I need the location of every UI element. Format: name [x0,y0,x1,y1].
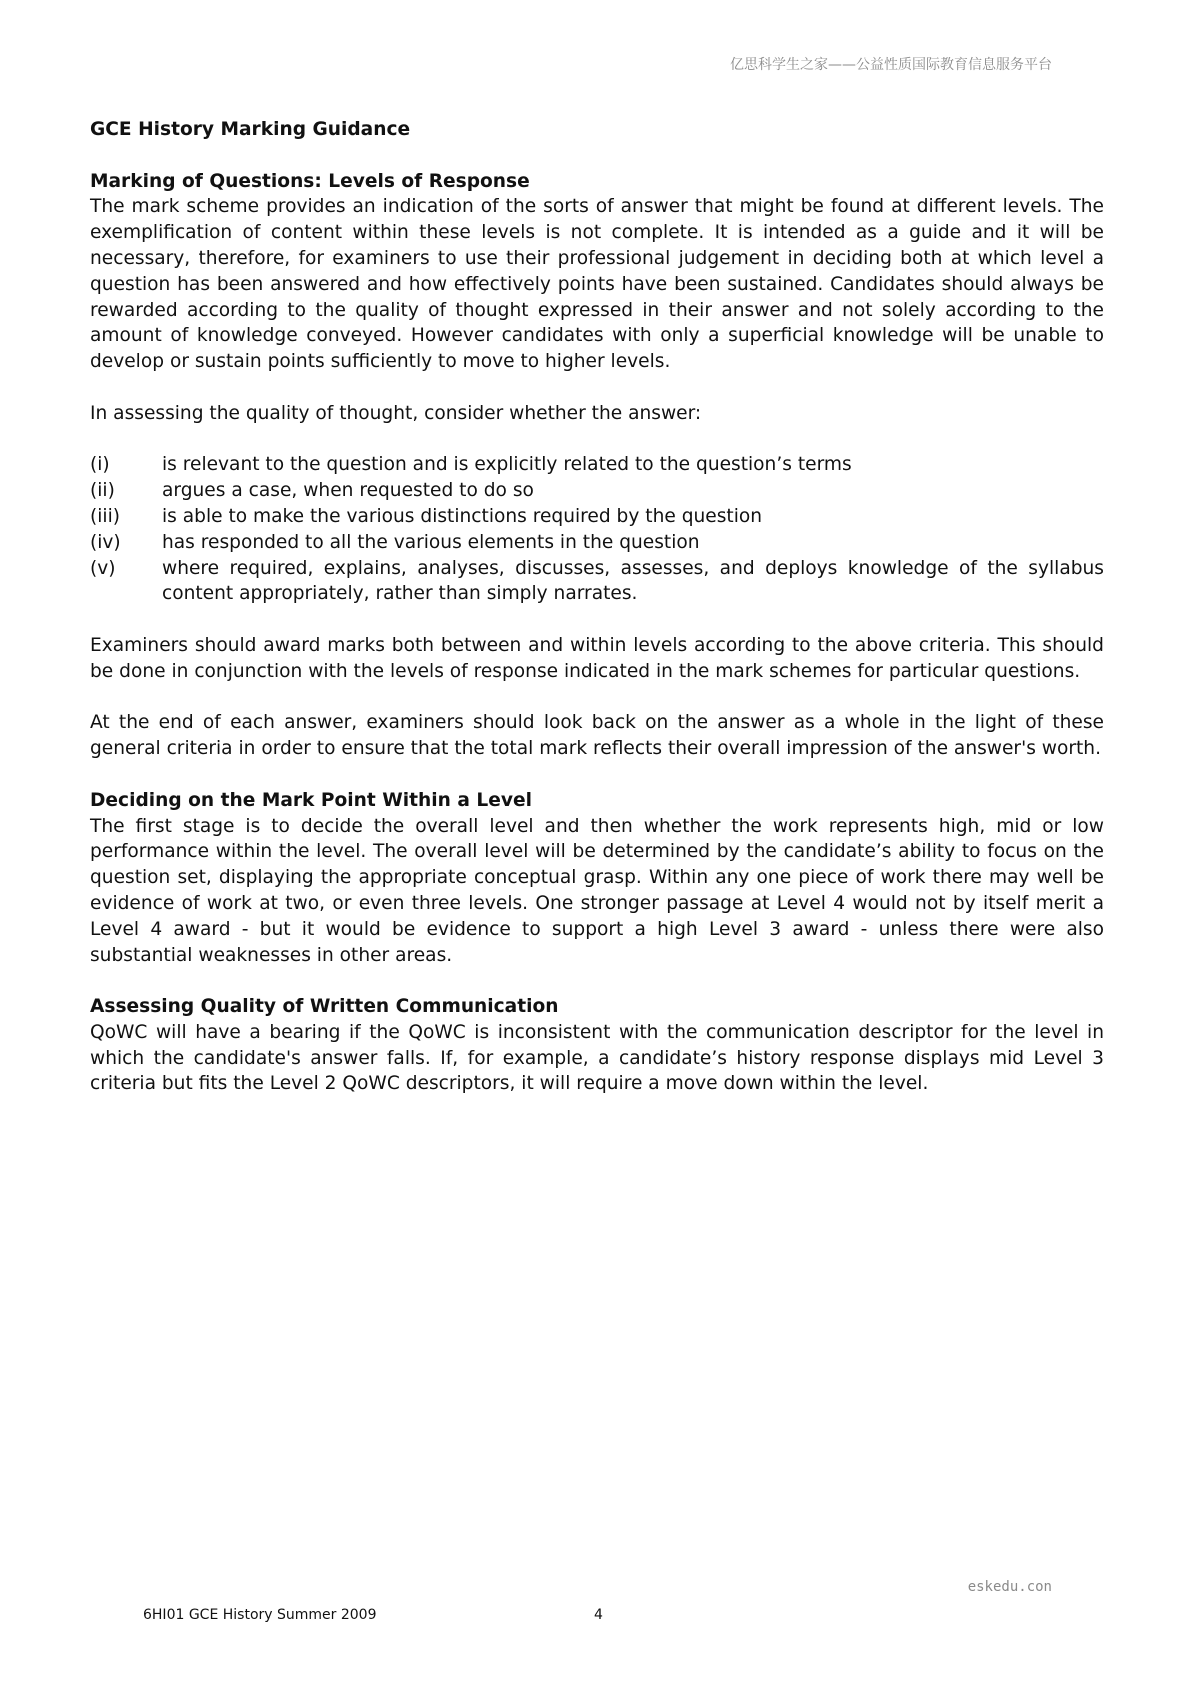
award-marks-paragraph: Examiners should award marks both between and within levels according to the above criteria. This should be done in conjunction with the levels of response indicated in the mark schemes for particular questions. [90,634,1104,682]
criteria-item [90,530,1104,556]
qowc-paragraph: QoWC will have a bearing if the QoWC is inconsistent with the communication descriptor for the level in which the candidate's answer falls. If, for example, a candidate’s history response displays mid Level 3 criteria but fits the Level 2 QoWC descriptors, it will require a move down within the level. [90,1021,1104,1095]
criteria-text: is relevant to the question and is explicitly related to the question’s terms [162,454,852,476]
criteria-number: (iii) [90,505,121,527]
criteria-text: where required, explains, analyses, discusses, assesses, and deploys knowledge of the syllabus content appropriately, rather than simply narrates. [162,557,1104,605]
document-body [90,117,1104,1123]
criteria-text: argues a case, when requested to do so [162,480,534,502]
criteria-item [90,452,1104,478]
criteria-number: (ii) [90,480,115,502]
footer-watermark: eskedu.con [967,1579,1052,1595]
criteria-item [90,504,1104,530]
criteria-number: (v) [90,557,116,579]
criteria-list [90,452,1104,607]
footer-text: 6HI01 GCE History Summer 2009 [143,1607,377,1623]
criteria-number: (i) [90,454,110,476]
qowc-section [90,994,1104,1097]
section-heading-levels-of-response: Marking of Questions: Levels of Response [90,170,530,192]
end-of-answer-paragraph: At the end of each answer, examiners should look back on the answer as a whole in the light of these general criteria in order to ensure that the total mark reflects their overall impression of the answer's worth. [90,712,1104,760]
criteria-item [90,478,1104,504]
criteria-text: has responded to all the various elements in the question [162,531,700,553]
mark-point-paragraph: The first stage is to decide the overall level and then whether the work represents high, mid or low performance within the level. The overall level will be determined by the candidate’s ability to focus on the question set, displaying the appropriate conceptual grasp. Within any one piece of work there may well be evidence of work at two, or even three levels. One stronger passage at Level 4 would not by itself merit a Level 4 award - but it would be evidence to support a high Level 3 award - unless there were also substantial weaknesses in other areas. [90,815,1104,966]
page-number: 4 [594,1607,603,1623]
criteria-text: is able to make the various distinctions required by the question [162,505,763,527]
mark-point-section [90,788,1104,969]
section-heading-qowc: Assessing Quality of Written Communication [90,996,559,1018]
section-heading-mark-point: Deciding on the Mark Point Within a Level [90,789,532,811]
assessing-quality-paragraph: In assessing the quality of thought, consider whether the answer: [90,402,702,424]
criteria-item [90,556,1104,608]
intro-paragraph: The mark scheme provides an indication of the sorts of answer that might be found at different levels. The exemplification of content within these levels is not complete. It is intended as a guide and it will be necessary, therefore, for examiners to use their professional judgement in deciding both at which level a question has been answered and how effectively points have been sustained. Candidates should always be rewarded according to the quality of thought expressed in their answer and not solely according to the amount of knowledge conveyed. However candidates with only a superficial knowledge will be unable to develop or sustain points sufficiently to move to higher levels. [90,196,1104,373]
header-watermark: 亿思科学生之家——公益性质国际教育信息服务平台 [730,57,1052,73]
criteria-number: (iv) [90,531,121,553]
document-title: GCE History Marking Guidance [90,119,411,140]
